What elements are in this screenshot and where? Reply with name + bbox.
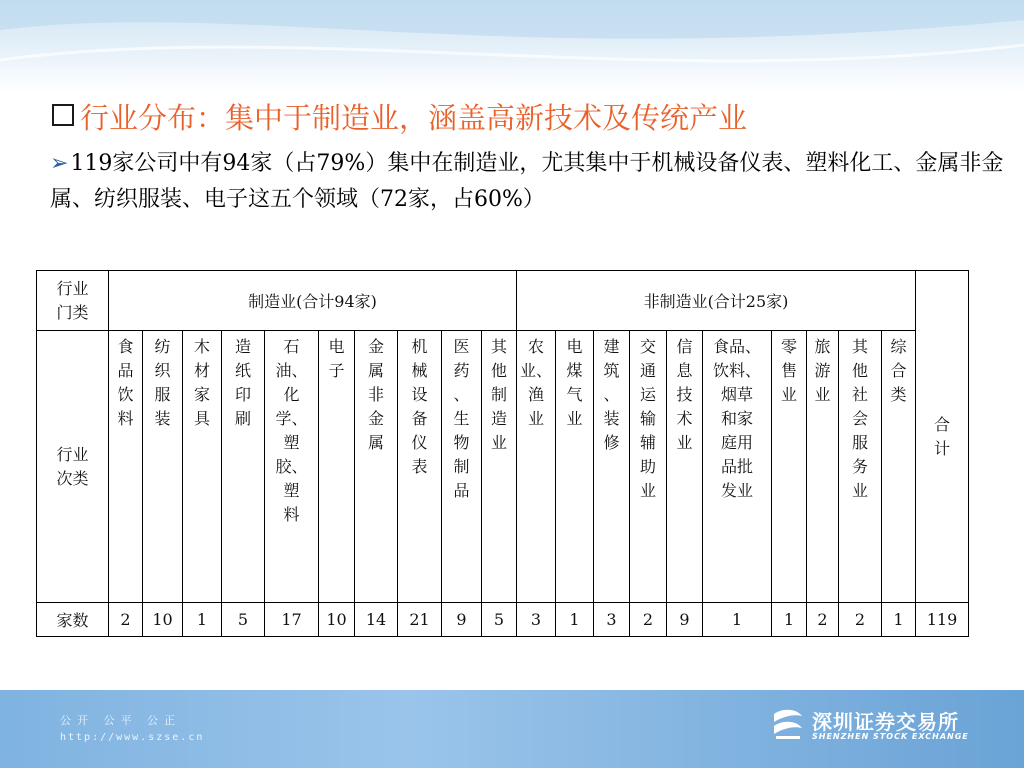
row2-header: 行业 次类 — [37, 331, 109, 603]
slide-heading — [52, 96, 747, 137]
count-cell: 10 — [319, 603, 355, 637]
count-cell: 5 — [222, 603, 265, 637]
category-row — [37, 271, 969, 331]
footer-url: http://www.szse.cn — [60, 732, 205, 743]
footer-motto: 公开 公平 公正 — [60, 714, 181, 727]
subcategory-cell: 建 筑 、 装 修 — [594, 331, 630, 603]
subcategory-cell: 造 纸 印 刷 — [222, 331, 265, 603]
subcategory-cell: 电 子 — [319, 331, 355, 603]
count-cell: 5 — [482, 603, 517, 637]
arrow-bullet-icon: ➢ — [50, 151, 69, 176]
count-cell: 2 — [630, 603, 667, 637]
szse-logo-icon — [770, 706, 806, 742]
count-cell: 14 — [355, 603, 398, 637]
szse-logo — [770, 704, 1000, 750]
count-cell: 1 — [772, 603, 807, 637]
subcategory-cell: 其 他 制 造 业 — [482, 331, 517, 603]
subcategory-cell: 信 息 技 术 业 — [667, 331, 703, 603]
top-banner — [0, 0, 1024, 92]
subcategory-cell: 食 品 饮 料 — [109, 331, 143, 603]
count-row — [37, 603, 969, 637]
count-cell: 3 — [517, 603, 556, 637]
subcategory-cell: 旅 游 业 — [807, 331, 839, 603]
subcategory-cell: 金 属 非 金 属 — [355, 331, 398, 603]
subcategory-cell: 综 合 类 — [882, 331, 916, 603]
count-cell: 2 — [839, 603, 882, 637]
subcategory-cell: 纺 织 服 装 — [143, 331, 183, 603]
subcategory-cell: 医 药 、 生 物 制 品 — [442, 331, 482, 603]
count-cell: 2 — [109, 603, 143, 637]
logo-chinese-name: 深圳证券交易所 — [812, 710, 959, 734]
subcategory-cell: 零 售 业 — [772, 331, 807, 603]
count-cell: 9 — [667, 603, 703, 637]
banner-swirl-decoration — [0, 0, 1024, 92]
subcategory-cell: 石 油、 化 学、 塑 胶、 塑 料 — [265, 331, 319, 603]
manufacturing-header: 制造业(合计94家) — [109, 271, 517, 331]
subtitle-text: 119家公司中有94家（占79%）集中在制造业，尤其集中于机械设备仪表、塑料化工、金属非金属、纺织服装、电子这五个领域（72家，占60%） — [50, 151, 1004, 212]
count-header: 家数 — [37, 603, 109, 637]
subcategory-cell: 交 通 运 输 辅 助 业 — [630, 331, 667, 603]
total-count-cell: 119 — [916, 603, 969, 637]
count-cell: 21 — [398, 603, 442, 637]
industry-table — [36, 270, 969, 637]
logo-english-name: SHENZHEN STOCK EXCHANGE — [812, 732, 969, 741]
subtitle — [50, 146, 1010, 218]
subcategory-cell: 农 业、 渔 业 — [517, 331, 556, 603]
count-cell: 17 — [265, 603, 319, 637]
count-cell: 1 — [703, 603, 772, 637]
subcategory-cell: 食品、 饮料、 烟草 和家 庭用 品批 发业 — [703, 331, 772, 603]
count-cell: 10 — [143, 603, 183, 637]
count-cell: 1 — [556, 603, 594, 637]
subcategory-cell: 木 材 家 具 — [183, 331, 222, 603]
total-header: 合 计 — [916, 271, 969, 603]
subcategory-cell: 机 械 设 备 仪 表 — [398, 331, 442, 603]
count-cell: 2 — [807, 603, 839, 637]
count-cell: 1 — [882, 603, 916, 637]
subcategory-cell: 其 他 社 会 服 务 业 — [839, 331, 882, 603]
subcategory-cell: 电 煤 气 业 — [556, 331, 594, 603]
count-cell: 3 — [594, 603, 630, 637]
count-cell: 1 — [183, 603, 222, 637]
non-manufacturing-header: 非制造业(合计25家) — [517, 271, 916, 331]
checkbox-bullet-icon — [52, 104, 74, 126]
heading-text: 行业分布：集中于制造业，涵盖高新技术及传统产业 — [80, 101, 748, 135]
row1-header: 行业 门类 — [37, 271, 109, 331]
count-cell: 9 — [442, 603, 482, 637]
subcategory-row — [37, 331, 969, 603]
